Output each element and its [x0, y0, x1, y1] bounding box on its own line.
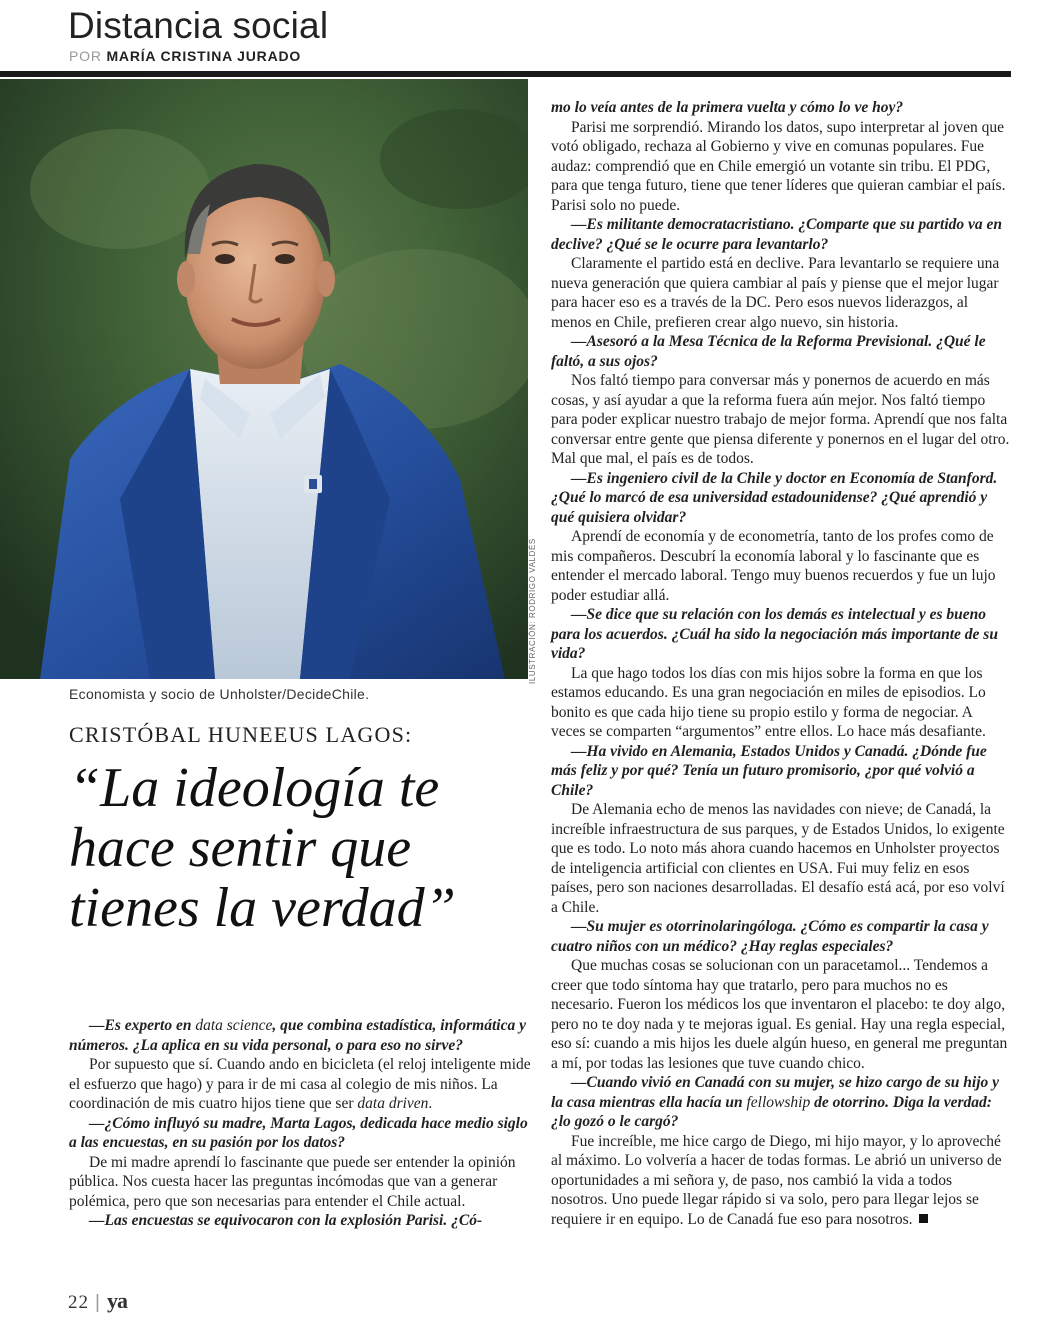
header-rule — [0, 71, 1011, 77]
question: —Cuando vivió en Canadá con su mujer, se hizo cargo de su hijo y la casa mientras ella hacía un fellowship de otorrino. Diga la verdad: ¿lo gozó o le cargó? — [551, 1074, 1000, 1130]
headline-quote: “La ideología te hace sentir que tienes la verdad” — [69, 757, 456, 939]
image-caption: Economista y socio de Unholster/DecideChile. — [69, 686, 370, 702]
interviewee-name: CRISTÓBAL HUNEEUS LAGOS: — [69, 722, 413, 747]
footer-separator: | — [95, 1292, 101, 1313]
answer: Parisi me sorprendió. Mirando los datos, supo interpretar al joven que votó obligado, rechaza al Gobierno y vive en comunas populares. Fue audaz: comprendió que en Chile emergió un votante sin tribu. El PDG, para que tenga futuro, tiene que tener líderes que quieran cambiar el país. Parisi solo no puede. — [551, 118, 1006, 214]
question: —Es experto en data science, que combina estadística, informática y números. ¿La aplica en su vida personal, o para eso no sirve? — [69, 1017, 526, 1054]
question: —¿Cómo influyó su madre, Marta Lagos, dedicada hace medio siglo a las encuestas, en su pasión por los datos? — [69, 1114, 528, 1151]
page-number: 22 — [68, 1292, 89, 1313]
end-of-article-mark — [919, 1214, 928, 1223]
answer: Claramente el partido está en declive. Para levantarlo se requiere una nueva generación que quiera cambiar al país y piense que el mejor lugar para hacer eso es a través de la DC. Pero esos nuevos liderazgos, al menos en Chile, prefieren crear algo nuevo, sin historia. — [551, 255, 1000, 331]
portrait-illustration — [0, 79, 528, 679]
question: —Su mujer es otorrinolaringóloga. ¿Cómo es compartir la casa y cuatro niños con un médico? ¿Hay reglas especiales? — [551, 918, 989, 955]
answer: Aprendí de economía y de econometría, tanto de los profes como de mis compañeros. Descubrí la economía laboral y lo fascinante que es entender el mercado laboral. Tengo muy buenos recuerdos y fue un lujo poder estudiar allá. — [551, 528, 996, 604]
section-title: Distancia social — [68, 5, 329, 46]
magazine-logo: ya — [106, 1288, 127, 1313]
question-continued: mo lo veía antes de la primera vuelta y cómo lo ve hoy? — [551, 99, 904, 116]
author-name: MARÍA CRISTINA JURADO — [106, 48, 302, 64]
page-footer — [68, 1288, 127, 1314]
answer: Fue increíble, me hice cargo de Diego, mi hijo mayor, y lo aproveché al máximo. Lo volvería a hacer de todas formas. Le abrió un universo de oportunidades a mi señora y, de paso, nos cambió la vida a todos nosotros. Uno puede llegar rápido si va solo, pero para llegar lejos se requiere ir en equipo. Lo de Canadá fue eso para nosotros. — [551, 1132, 1002, 1228]
answer: Que muchas cosas se solucionan con un paracetamol... Tendemos a creer que todo síntoma hay que tratarlo, pero para muchos no es necesario. Fueron los médicos los que inventaron el placebo: te doy algo, pero no te doy nada y te mejoras igual. Es genial. Hay una regla especial, eso sí: cuando a mis hijos les duele algún hueso, en general me preguntan a mí, por todas las lesiones que tuve cuando chico. — [551, 957, 1008, 1072]
answer: De mi madre aprendí lo fascinante que puede ser entender la opinión pública. Nos cuesta hacer las preguntas incómodas que van a generar polémica, pero que son necesarias para entender el Chile actual. — [69, 1153, 516, 1210]
answer: De Alemania echo de menos las navidades con nieve; de Canadá, la increíble infraestructura de sus parques, y de Estados Unidos, lo exigente que es todo. Lo noto más ahora cuando hacemos en Unholster proyectos de inteligencia artificial con clientes en USA. Fui muy feliz en esos países, pero son naciones desarrolladas. El desafío está acá, por eso volví a Chile. — [551, 801, 1005, 916]
question: —Las encuestas se equivocaron con la explosión Parisi. ¿Có- — [89, 1212, 483, 1229]
answer: Nos faltó tiempo para conversar más y ponernos de acuerdo en más cosas, y así ayudar a que la reforma fuera aún mejor. Nos faltó tiempo para poder explicar nuestro trabajo de mejor forma. Aprendí que nos falta conversar entre gente que piensa diferente y ponernos en el lugar del otro. Mal que mal, el país es de todos. — [551, 372, 1010, 467]
article-column-left — [69, 1016, 531, 1231]
portrait-svg — [0, 79, 528, 679]
article-column-right — [551, 98, 1010, 1229]
question: —Es ingeniero civil de la Chile y doctor en Economía de Stanford. ¿Qué lo marcó de esa universidad estadounidense? ¿Qué aprendió y qué quisiera olvidar? — [551, 469, 998, 526]
byline-prefix: POR — [69, 48, 102, 64]
question: —Ha vivido en Alemania, Estados Unidos y Canadá. ¿Dónde fue más feliz y por qué? Tenía un futuro promisorio, ¿por qué volvió a Chile? — [551, 742, 987, 799]
byline — [69, 47, 301, 65]
image-credit: ILUSTRACIÓN: RODRIGO VALDÉS — [528, 538, 537, 684]
question: —Se dice que su relación con los demás es intelectual y es bueno para los acuerdos. ¿Cuál ha sido la negociación más importante de su vida? — [551, 606, 998, 662]
answer: La que hago todos los días con mis hijos sobre la forma en que los estamos educando. Es una gran negociación en miles de episodios. Lo bonito es que cada hijo tiene su propio estilo y forma de negociar. A veces se comparten “argumentos” entre ellos. Lo hace más desafiante. — [551, 664, 986, 740]
question: —Asesoró a la Mesa Técnica de la Reforma Previsional. ¿Qué le faltó, a sus ojos? — [551, 333, 986, 370]
answer: Por supuesto que sí. Cuando ando en bicicleta (el reloj inteligente mide el esfuerzo que hago) y para ir de mi casa al colegio de mis niños. La coordinación de mis cuatro hijos tiene que ser data driven. — [69, 1056, 531, 1112]
question: —Es militante democratacristiano. ¿Comparte que su partido va en declive? ¿Qué se le ocurre para levantarlo? — [551, 216, 1003, 253]
